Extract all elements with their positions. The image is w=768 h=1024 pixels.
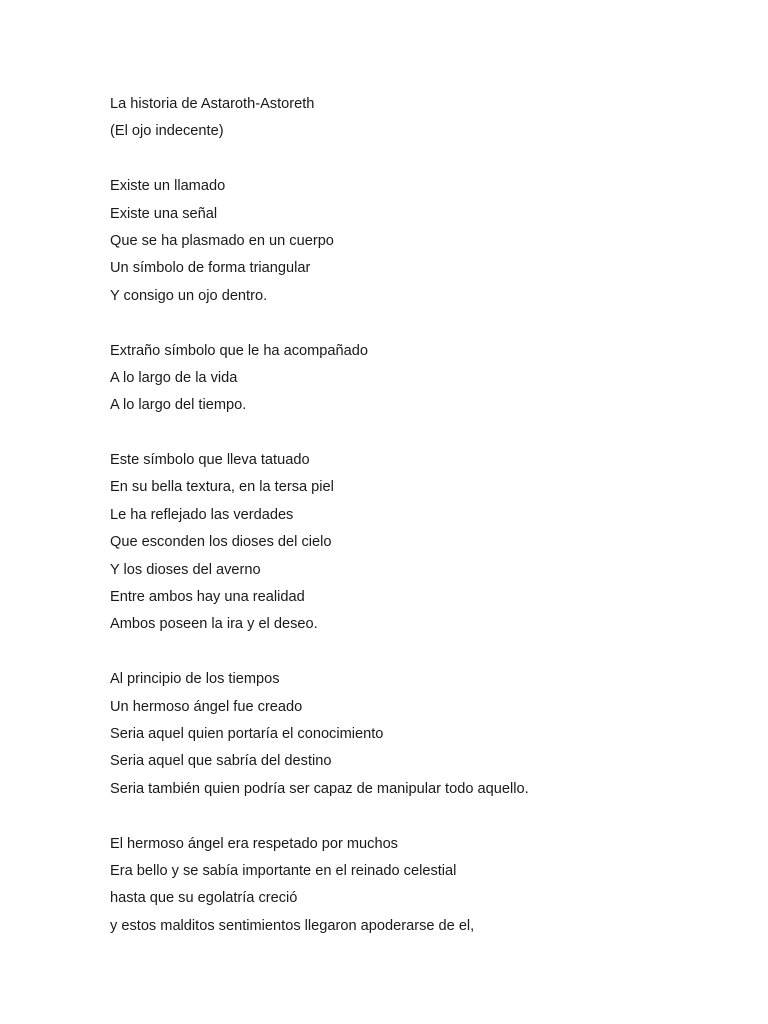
poem-line: Le ha reflejado las verdades <box>110 506 294 523</box>
stanza-break <box>110 146 730 173</box>
poem-line: Y los dioses del averno <box>110 561 261 578</box>
poem-line: A lo largo de la vida <box>110 369 238 386</box>
stanza-break <box>110 420 730 447</box>
poem-line: Seria aquel que sabría del destino <box>110 753 332 770</box>
stanza-break <box>110 803 730 830</box>
poem-line: Que esconden los dioses del cielo <box>110 534 332 551</box>
poem-line: Seria aquel quien portaría el conocimiento <box>110 725 384 742</box>
poem-line: Al principio de los tiempos <box>110 671 280 688</box>
poem-line: Este símbolo que lleva tatuado <box>110 452 310 469</box>
document-subtitle: (El ojo indecente) <box>110 123 224 140</box>
poem-line: hasta que su egolatría creció <box>110 890 298 907</box>
poem-text <box>110 91 730 940</box>
poem-line: Existe un llamado <box>110 178 226 195</box>
poem-line: Entre ambos hay una realidad <box>110 589 305 606</box>
poem-line: En su bella textura, en la tersa piel <box>110 479 334 496</box>
stanza-break <box>110 310 730 337</box>
poem-line: El hermoso ángel era respetado por muchos <box>110 835 398 852</box>
poem-line: Existe una señal <box>110 205 218 222</box>
poem-line: Un hermoso ángel fue creado <box>110 698 303 715</box>
stanza-break <box>110 639 730 666</box>
poem-line: Un símbolo de forma triangular <box>110 260 311 277</box>
poem-line: Ambos poseen la ira y el deseo. <box>110 616 318 633</box>
poem-line: Seria también quien podría ser capaz de manipular todo aquello. <box>110 780 529 797</box>
poem-line: y estos malditos sentimientos llegaron apoderarse de el, <box>110 917 475 934</box>
poem-line: Que se ha plasmado en un cuerpo <box>110 232 334 249</box>
poem-line: Extraño símbolo que le ha acompañado <box>110 342 368 359</box>
poem-line: A lo largo del tiempo. <box>110 397 247 414</box>
poem-line: Era bello y se sabía importante en el reinado celestial <box>110 862 457 879</box>
poem-line: Y consigo un ojo dentro. <box>110 287 268 304</box>
document-title: La historia de Astaroth-Astoreth <box>110 96 315 112</box>
